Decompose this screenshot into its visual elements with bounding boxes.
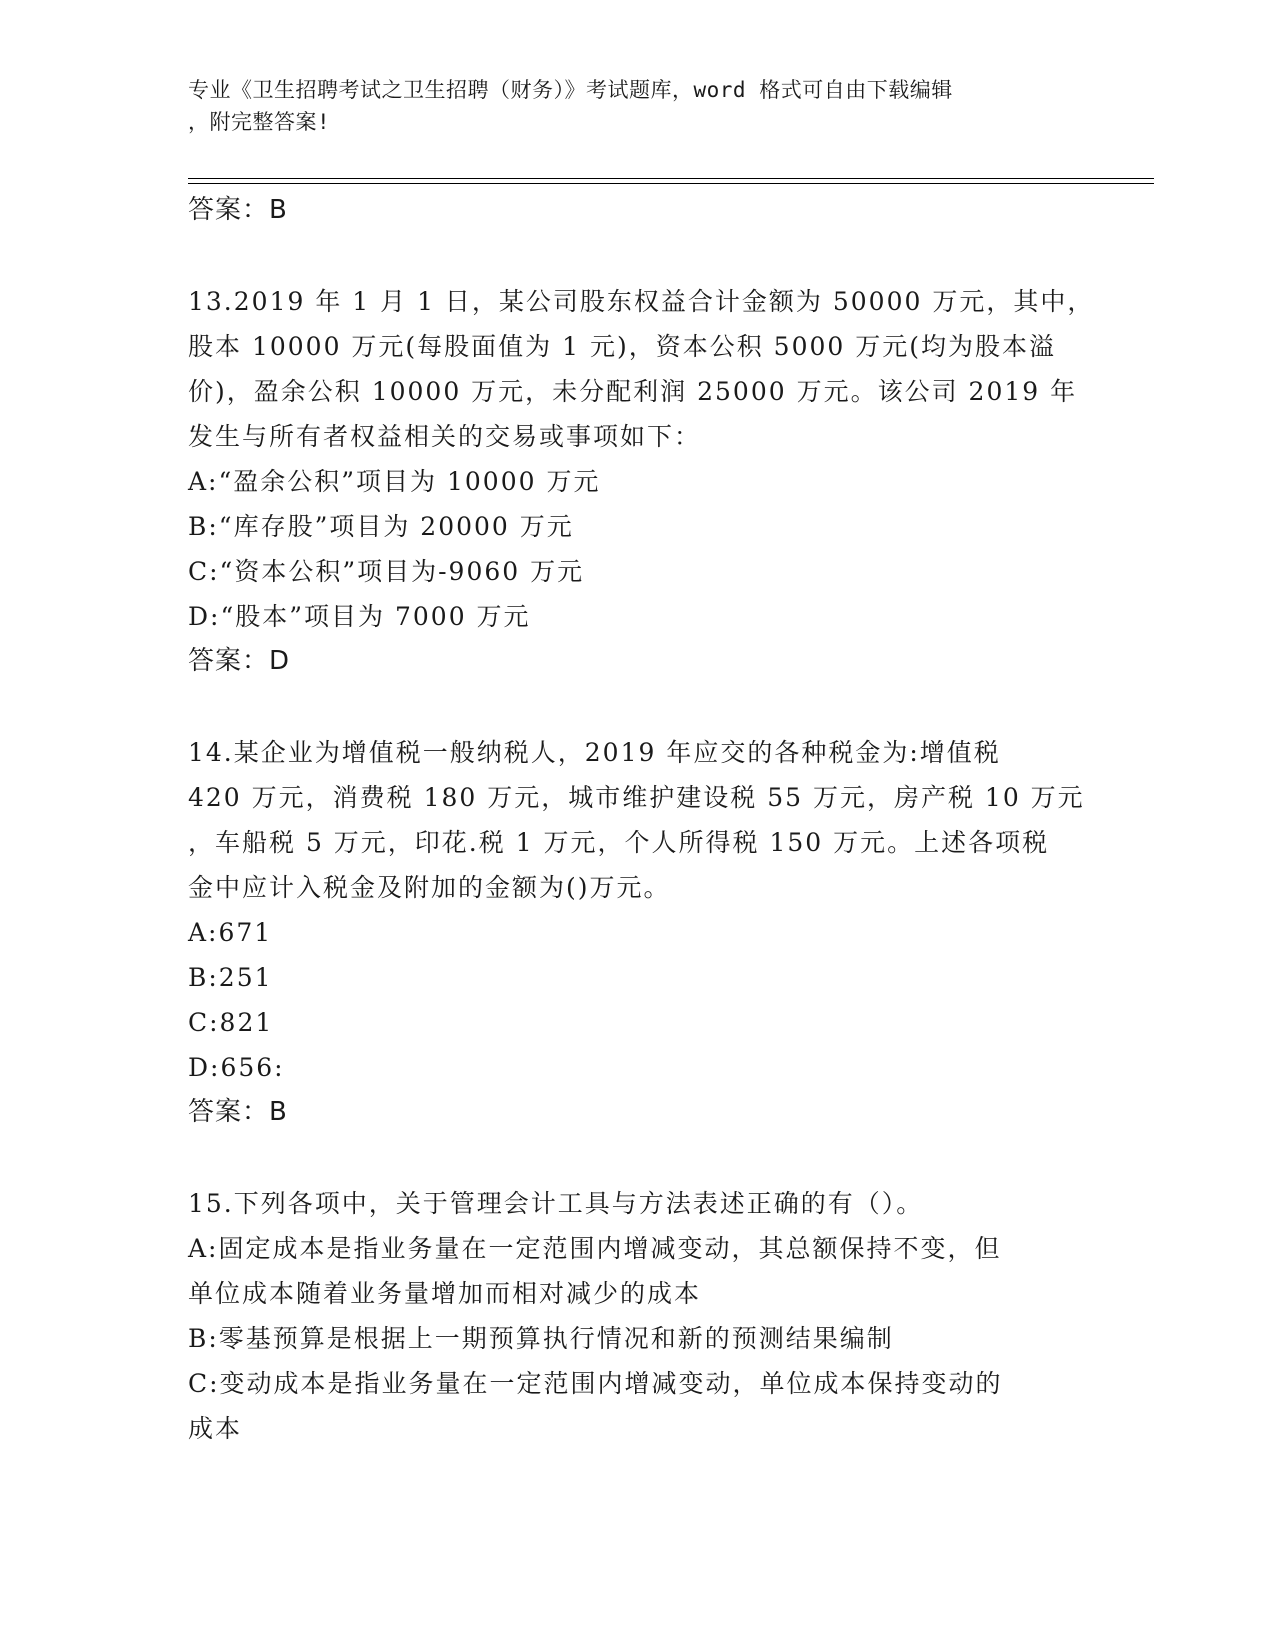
option-b: B:“库存股”项目为 20000 万元	[188, 512, 574, 541]
question-stem-line: 420 万元，消费税 180 万元，城市维护建设税 55 万元，房产税 10 万元	[188, 783, 1085, 812]
answer-q14: 答案：B	[188, 1097, 288, 1127]
question-stem-line: ，车船税 5 万元，印花.税 1 万元，个人所得税 150 万元。上述各项税	[188, 828, 1050, 857]
option-b: B:251	[188, 963, 273, 992]
question-stem-line: 发生与所有者权益相关的交易或事项如下：	[188, 422, 702, 451]
option-d: D:656:	[188, 1053, 285, 1082]
option-c-continued: 成本	[188, 1414, 243, 1443]
header-rule-top	[188, 178, 1154, 179]
question-stem-line: 15.下列各项中，关于管理会计工具与方法表述正确的有（）。	[188, 1189, 924, 1218]
question-stem-line: 14.某企业为增值税一般纳税人，2019 年应交的各种税金为:增值税	[188, 738, 1001, 767]
page-header	[188, 74, 1088, 138]
option-c: C:821	[188, 1008, 274, 1037]
spacer	[188, 233, 1088, 279]
question-13	[188, 279, 1095, 684]
option-a-continued: 单位成本随着业务量增加而相对减少的成本	[188, 1279, 702, 1308]
header-line-1: 专业《卫生招聘考试之卫生招聘（财务）》考试题库，word 格式可自由下载编辑	[188, 78, 953, 102]
question-stem-line: 13.2019 年 1 月 1 日，某公司股东权益合计金额为 50000 万元，其中，	[188, 287, 1095, 316]
option-c: C:“资本公积”项目为-9060 万元	[188, 557, 585, 586]
spacer	[188, 1135, 1088, 1181]
spacer	[188, 684, 1088, 730]
option-c: C:变动成本是指业务量在一定范围内增减变动，单位成本保持变动的	[188, 1369, 1003, 1398]
question-15	[188, 1181, 1088, 1451]
question-stem-line: 价)，盈余公积 10000 万元，未分配利润 25000 万元。该公司 2019 年	[188, 377, 1078, 406]
answer-q12: 答案：B	[188, 195, 288, 225]
option-a: A:固定成本是指业务量在一定范围内增减变动，其总额保持不变，但	[188, 1234, 1002, 1263]
answer-q13: 答案：D	[188, 646, 291, 676]
option-d: D:“股本”项目为 7000 万元	[188, 602, 531, 631]
header-line-2: ，附完整答案!	[188, 110, 331, 134]
question-content	[188, 188, 1095, 1451]
option-a: A:671	[188, 918, 273, 947]
option-a: A:“盈余公积”项目为 10000 万元	[188, 467, 601, 496]
question-stem-line: 金中应计入税金及附加的金额为()万元。	[188, 873, 671, 902]
option-b: B:零基预算是根据上一期预算执行情况和新的预测结果编制	[188, 1324, 894, 1353]
header-rule-bottom	[188, 183, 1154, 184]
question-stem-line: 股本 10000 万元(每股面值为 1 元)，资本公积 5000 万元(均为股本溢	[188, 332, 1057, 361]
question-14	[188, 730, 1088, 1135]
